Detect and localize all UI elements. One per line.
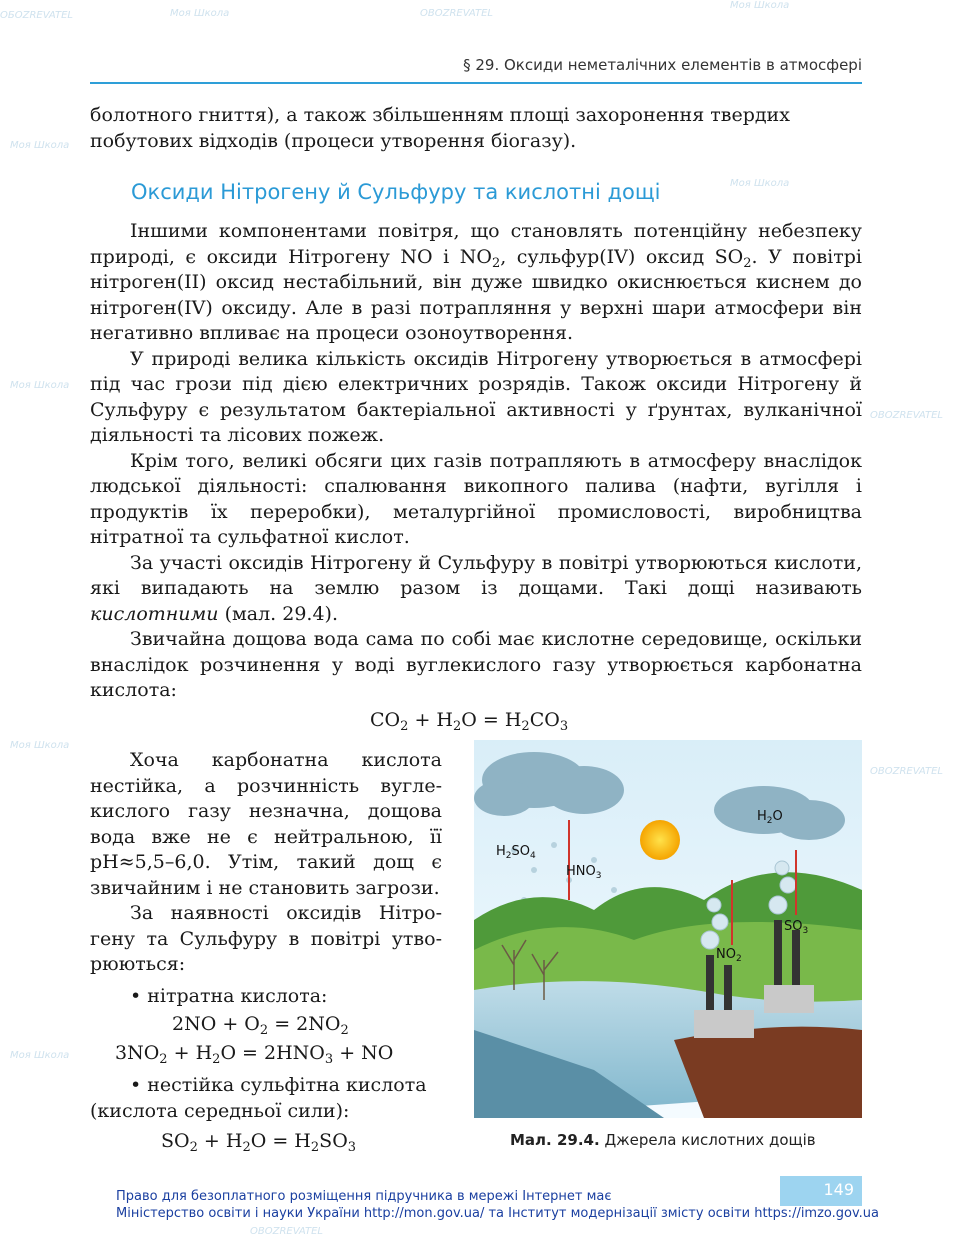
footer-line-2: Міністерство освіти і науки України http://mon.gov.ua/ та Інститут модернізації змісту освіти https://imzo.gov.ua [116,1206,880,1221]
label-no2: $NO_2$ [716,947,742,964]
equation-sulfurous-acid: $SO_2 + H_2O = H_2SO_3$ [161,1130,357,1155]
left-column [90,748,442,1009]
paragraph-1: Іншими компонентами повітря, що становлять потенційну небезпеку природі, є оксиди Нітрогену NO і $NO_2$, сульфур(IV) оксид $SO_2$. У повітрі нітроген(II) оксид нестабільний, він дуже швидко окиснюється киснем до нітроген(IV) оксиду. Але в разі потрапляння у верхні шари атмосфери він негативно впливає на процеси озоноутворення. [90,220,862,344]
paragraph-6: Хоча карбонатна кислота нестійка, а розчинність вуглекислого газу незначна, дощова вода вже не є нейтральною, її pH≈5,5–6,0. Утім, такий дощ є звичайним і не становить загрози. [90,749,442,899]
paragraph-3: Крім того, великі обсяги цих газів потрапляють в атмосферу внаслідок людської діяльності: спалювання викопного палива (нафти, вугілля і продуктів їх переробки), металургійної промисловості, виробництва нітратної та сульфатної кислот. [90,449,862,548]
paragraph-5: Звичайна дощова вода сама по собі має кислотне середовище, оскільки внаслідок розчинення у воді вуглекислого газу утворюється карбонатна кислота: [90,628,862,701]
intro-paragraph [90,103,862,154]
figure-caption-number: Мал. 29.4. [510,1131,600,1149]
figure-caption-text: Джерела кислотних дощів [599,1131,816,1149]
label-so3: $SO_3$ [784,919,809,936]
watermark: Моя Школа [10,140,70,151]
watermark: Моя Школа [730,178,790,189]
intro-line-1: болотного гниття), а також збільшенням площі захоронення твердих [90,104,790,126]
equation-nitric-acid: $3NO_2 + H_2O = 2HNO_3$ + NO [115,1042,394,1067]
label-h2o: $H_2O$ [757,809,783,826]
watermark: Моя Школа [10,380,70,391]
watermark: ОБОZREVATEL [0,10,73,21]
section-title: Оксиди Нітрогену й Сульфуру та кислотні дощі [131,180,661,204]
watermark: OBOZREVATEL [870,410,943,421]
watermark: Моя Школа [730,0,790,11]
bullet-sulfurous-acid-note: (кислота середньої сили): [90,1099,350,1122]
watermark: OBOZREVATEL [420,8,493,19]
sulfurous-acid-bullet [90,1073,442,1124]
figure-caption [510,1131,816,1149]
watermark: OBOZREVATEL [870,766,943,777]
footer-line-1: Право для безоплатного розміщення підручника в мережі Інтернет має [116,1189,612,1204]
intro-line-2: побутових відходів (процеси утворення біогазу). [90,129,577,152]
paragraph-7: За наявності оксидів Нітрогену та Сульфуру в повітрі утворюються: [90,902,442,975]
watermark: Моя Школа [10,1050,70,1061]
soil [674,1027,862,1118]
equation-carbonic-acid: $CO_2 + H_2O = H_2CO_3$ [370,709,569,734]
watermark: Моя Школа [10,740,70,751]
term-acid-rain: кислотними [90,602,219,625]
acid-rain-svg [474,740,862,1118]
header-title: § 29. Оксиди неметалічних елементів в атмосфері [463,56,862,74]
bullet-nitric-acid: • нітратна кислота: [130,984,328,1007]
equation-no-oxidation: $2NO + O_2 = 2NO_2$ [172,1013,349,1038]
page-number: 149 [780,1176,862,1206]
main-text [90,219,862,704]
bullet-sulfurous-acid: • нестійка сульфітна кислота [130,1074,427,1096]
label-hno3: $HNO_3$ [566,864,602,881]
sun-icon [640,820,680,860]
acid-rain-illustration [474,740,862,1118]
label-h2so4: $H_2SO_4$ [496,844,536,861]
footer-rights [116,1188,879,1222]
running-header [90,52,862,84]
paragraph-2: У природі велика кількість оксидів Нітрогену утворюється в атмосфері під час грози під дією електричних розрядів. Також оксиди Нітрогену й Сульфуру є результатом бактеріальної активності у ґрунтах, вулканічної діяльності та лісових пожеж. [90,347,862,446]
paragraph-4: За участі оксидів Нітрогену й Сульфуру в повітрі утворюються кислоти, які випадають на землю разом із дощами. Такі дощі називають кислотними (мал. 29.4). [90,551,862,625]
watermark: Моя Школа [170,8,230,19]
watermark: OBOZREVATEL [250,1226,323,1237]
